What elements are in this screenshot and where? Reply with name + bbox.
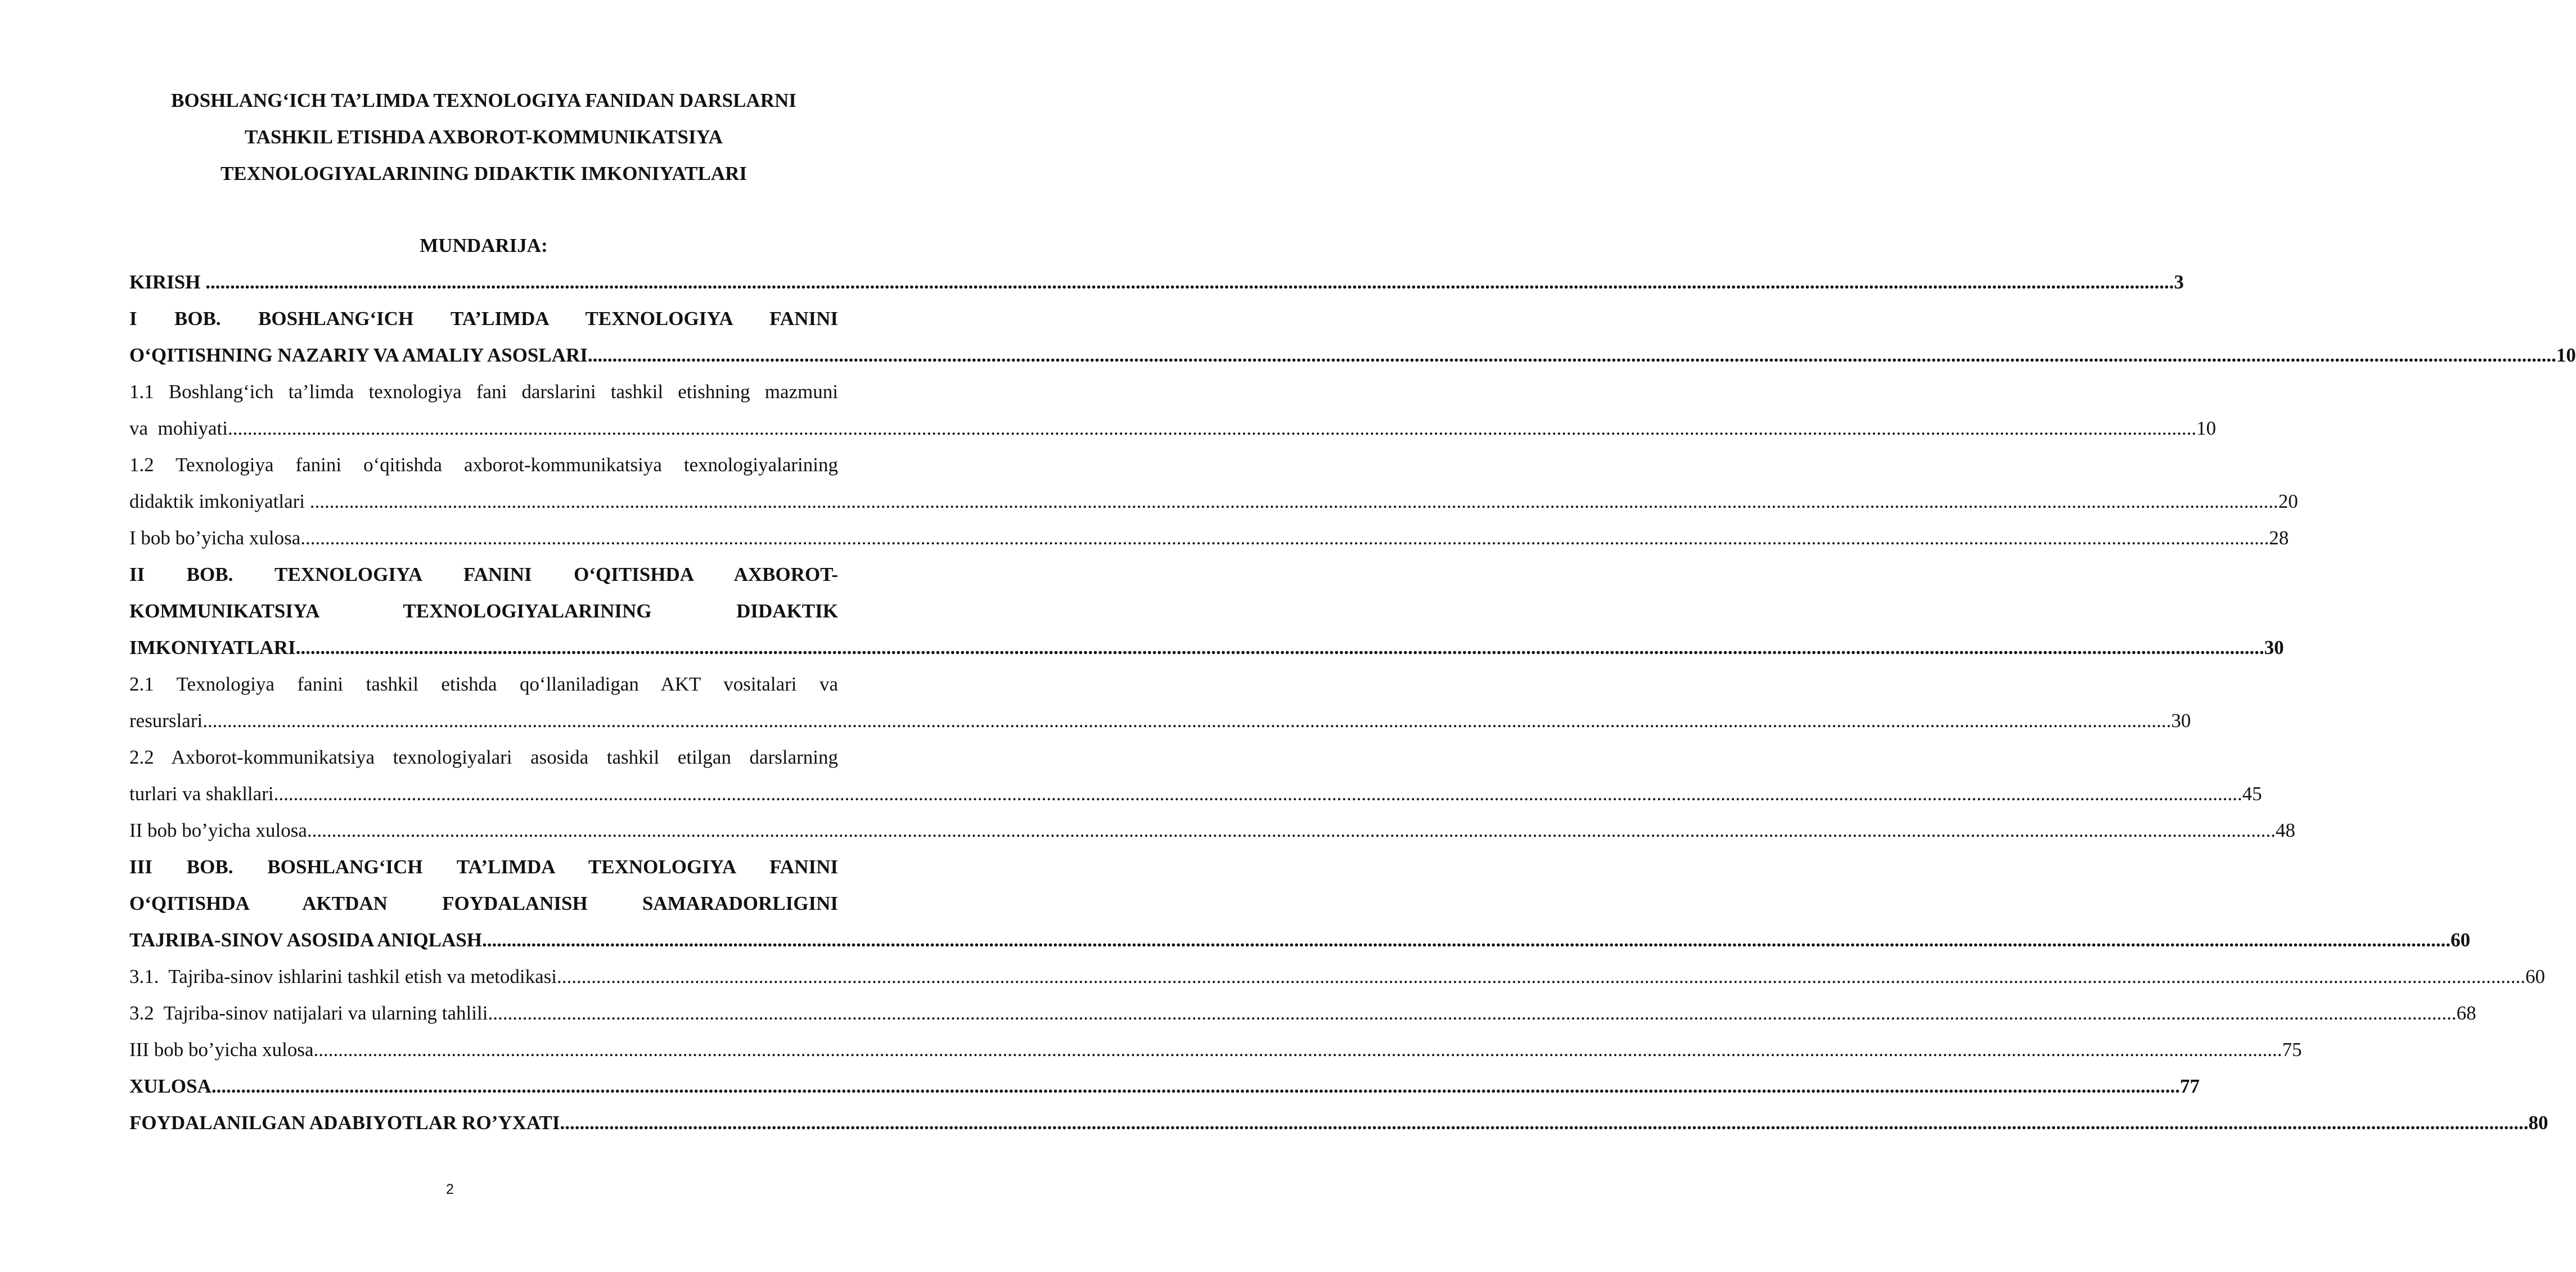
title-line: BOSHLANG‘ICH TA’LIMDA TEXNOLOGIYA FANIDAN DARSLARNI [171,89,796,111]
toc-entry-line [129,264,2184,300]
toc-entry-line [129,410,2216,446]
toc-entry-line [129,922,2470,958]
dot-leader: ................................................................................................................................................................................................................................................................................................................................................................................................................ [227,417,2196,439]
toc-entry [129,812,2295,849]
toc-entry-label: turlari va shakllari [129,783,274,805]
toc-entry-text: 1.2 Texnologiya fanini o‘qitishda axborot-kommunikatsiya texnologiyalarining [129,454,838,476]
toc-entry [129,995,2476,1031]
toc-entry-line [129,1068,2200,1104]
dot-leader: ................................................................................................................................................................................................................................................................................................................................................................................................................ [560,1112,2529,1134]
toc-entry [129,300,2576,373]
toc-entry-label: XULOSA [129,1075,211,1097]
toc-entry-label: va mohiyati [129,417,228,439]
dot-leader: ................................................................................................................................................................................................................................................................................................................................................................................................................ [300,527,2269,549]
dot-leader: ................................................................................................................................................................................................................................................................................................................................................................................................................ [295,637,2264,658]
toc-page-number: 75 [2282,1039,2302,1061]
toc-page-number: 10 [2556,344,2576,366]
dot-leader: ................................................................................................................................................................................................................................................................................................................................................................................................................ [481,929,2451,951]
document-title [107,82,861,192]
toc-heading: MUNDARIJA: [420,234,548,256]
toc-entry [129,264,2184,300]
table-of-contents [129,264,2576,1141]
toc-entry-text: O‘QITISHDA AKTDAN FOYDALANISH SAMARADORLIGINI [129,892,838,914]
toc-entry-line [129,812,2295,849]
toc-entry-text: 1.1 Boshlang‘ich ta’limda texnologiya fani darslarini tashkil etishning mazmuni [129,381,838,403]
toc-entry-label: 3.1. Tajriba-sinov ishlarini tashkil etish va metodikasi [129,966,557,987]
toc-entry-line [129,775,2262,812]
dot-leader: ................................................................................................................................................................................................................................................................................................................................................................................................................ [309,490,2278,512]
toc-entry [129,958,2545,995]
toc-entry-label: FOYDALANILGAN ADABIYOTLAR RO’YXATI [129,1112,560,1134]
title-line: TEXNOLOGIYALARINING DIDAKTIK IMKONIYATLARI [220,163,747,184]
toc-entry-label: III bob bo’yicha xulosa [129,1039,314,1061]
toc-entry [129,373,2216,446]
toc-entry-line [129,520,2289,556]
toc-page-number: 60 [2450,929,2470,951]
toc-entry-label: resurslari [129,710,203,732]
toc-entry [129,520,2289,556]
toc-entry-label: 3.2 Tajriba-sinov natijalari va ularning tahlili [129,1002,488,1024]
toc-entry-text: III BOB. BOSHLANG‘ICH TA’LIMDA TEXNOLOGIYA FANINI [129,856,838,878]
toc-page-number: 80 [2528,1112,2548,1134]
toc-entry-label: TAJRIBA-SINOV ASOSIDA ANIQLASH [129,929,482,951]
toc-entry-label: I bob bo’yicha xulosa [129,527,301,549]
toc-entry-line [129,995,2476,1031]
toc-entry-text: 2.2 Axborot-kommunikatsiya texnologiyalari asosida tashkil etilgan darslarning [129,746,838,768]
toc-entry-label: KIRISH [129,271,206,293]
toc-entry [129,1104,2548,1141]
toc-page-number: 48 [2275,819,2295,841]
toc-page-number: 68 [2456,1002,2476,1024]
toc-entry-text: I BOB. BOSHLANG‘ICH TA’LIMDA TEXNOLOGIYA FANINI [129,308,838,330]
toc-entry [129,849,2470,958]
toc-page-number: 60 [2525,966,2545,987]
toc-entry-line [129,1031,2302,1068]
dot-leader: ................................................................................................................................................................................................................................................................................................................................................................................................................ [205,271,2174,293]
toc-entry [129,739,2262,812]
toc-entry-line [129,702,2191,739]
dot-leader: ................................................................................................................................................................................................................................................................................................................................................................................................................ [587,344,2556,366]
toc-entry-line [129,958,2545,995]
dot-leader: ................................................................................................................................................................................................................................................................................................................................................................................................................ [211,1075,2180,1097]
dot-leader: ................................................................................................................................................................................................................................................................................................................................................................................................................ [488,1002,2457,1024]
toc-entry [129,1068,2200,1104]
title-line: TASHKIL ETISHDA AXBOROT-KOMMUNIKATSIYA [245,126,723,148]
dot-leader: ................................................................................................................................................................................................................................................................................................................................................................................................................ [273,783,2242,805]
toc-page-number: 3 [2174,271,2184,293]
toc-entry-text: KOMMUNIKATSIYA TEXNOLOGIYALARINING DIDAKTIK [129,600,838,622]
toc-entry-label: O‘QITISHNING NAZARIY VA AMALIY ASOSLARI [129,344,588,366]
toc-page-number: 77 [2179,1075,2200,1097]
toc-entry [129,556,2284,666]
toc-entry-label: IMKONIYATLARI [129,637,296,658]
toc-page-number: 30 [2264,637,2284,658]
toc-entry [129,666,2191,739]
dot-leader: ................................................................................................................................................................................................................................................................................................................................................................................................................ [557,966,2525,987]
toc-page-number: 30 [2171,710,2191,732]
toc-entry [129,1031,2302,1068]
toc-entry-line [129,337,2576,373]
toc-entry-line [129,1104,2548,1141]
toc-entry-text: 2.1 Texnologiya fanini tashkil etishda qo‘llaniladigan AKT vositalari va [129,673,838,695]
dot-leader: ................................................................................................................................................................................................................................................................................................................................................................................................................ [307,819,2276,841]
toc-entry-line [129,483,2298,520]
toc-page-number: 10 [2196,417,2216,439]
toc-page-number: 45 [2242,783,2262,805]
toc-entry [129,446,2298,520]
toc-page-number: 28 [2269,527,2289,549]
toc-entry-text: II BOB. TEXNOLOGIYA FANINI O‘QITISHDA AXBOROT- [129,563,838,585]
page-number: 2 [446,1181,454,1197]
toc-entry-label: II bob bo’yicha xulosa [129,819,307,841]
toc-page-number: 20 [2278,490,2298,512]
dot-leader: ................................................................................................................................................................................................................................................................................................................................................................................................................ [202,710,2172,732]
toc-entry-line [129,629,2284,666]
toc-entry-label: didaktik imkoniyatlari [129,490,310,512]
dot-leader: ................................................................................................................................................................................................................................................................................................................................................................................................................ [313,1039,2282,1061]
